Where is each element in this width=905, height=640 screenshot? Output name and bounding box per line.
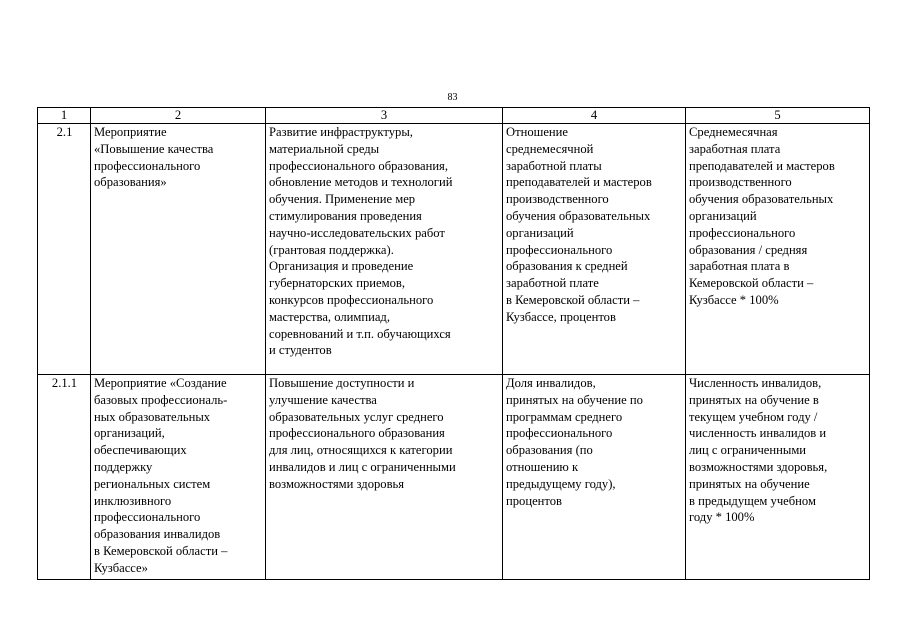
column-header-5: 5 [686,108,870,124]
indicator-formula-cell: Численность инвалидов, принятых на обучение в текущем учебном году / численность инвалидов и лиц с ограниченными возможностями здоровья, принятых на обучение в предыдущем учебном году * 100% [686,375,870,580]
indicator-name-cell: Доля инвалидов, принятых на обучение по программам среднего профессионального образования (по отношению к предыдущему году), процентов [503,375,686,580]
indicators-table [37,107,870,580]
page-number: 83 [447,92,458,103]
column-header-1: 1 [38,108,91,124]
table-header-row [38,108,870,124]
indicator-name-cell: Отношение среднемесячной заработной платы преподавателей и мастеров производственного обучения образовательных организаций профессионального образования к средней заработной плате в Кемеровской области – Кузбассе, процентов [503,124,686,375]
table-row [38,124,870,375]
column-header-2: 2 [91,108,266,124]
event-name-cell: Мероприятие «Создание базовых профессиональ- ных образовательных организаций, обеспечивающих поддержку региональных систем инклюзивного профессионального образования инвалидов в Кемеровской области – Кузбассе» [91,375,266,580]
row-number-cell: 2.1 [38,124,91,375]
event-description-cell: Повышение доступности и улучшение качества образовательных услуг среднего профессионального образования для лиц, относящихся к категории инвалидов и лиц с ограниченными возможностями здоровья [266,375,503,580]
row-number-cell: 2.1.1 [38,375,91,580]
column-header-4: 4 [503,108,686,124]
event-description-cell: Развитие инфраструктуры, материальной среды профессионального образования, обновление методов и технологий обучения. Применение мер стимулирования проведения научно-исследовательских работ (грантовая поддержка). Организация и проведение губернаторских приемов, конкурсов профессионального мастерства, олимпиад, соревнований и т.п. обучающихся и студентов [266,124,503,375]
column-header-3: 3 [266,108,503,124]
table-row [38,375,870,580]
event-name-cell: Мероприятие «Повышение качества профессионального образования» [91,124,266,375]
indicator-formula-cell: Среднемесячная заработная плата преподавателей и мастеров производственного обучения образовательных организаций профессионального образования / средняя заработная плата в Кемеровской области – Кузбассе * 100% [686,124,870,375]
